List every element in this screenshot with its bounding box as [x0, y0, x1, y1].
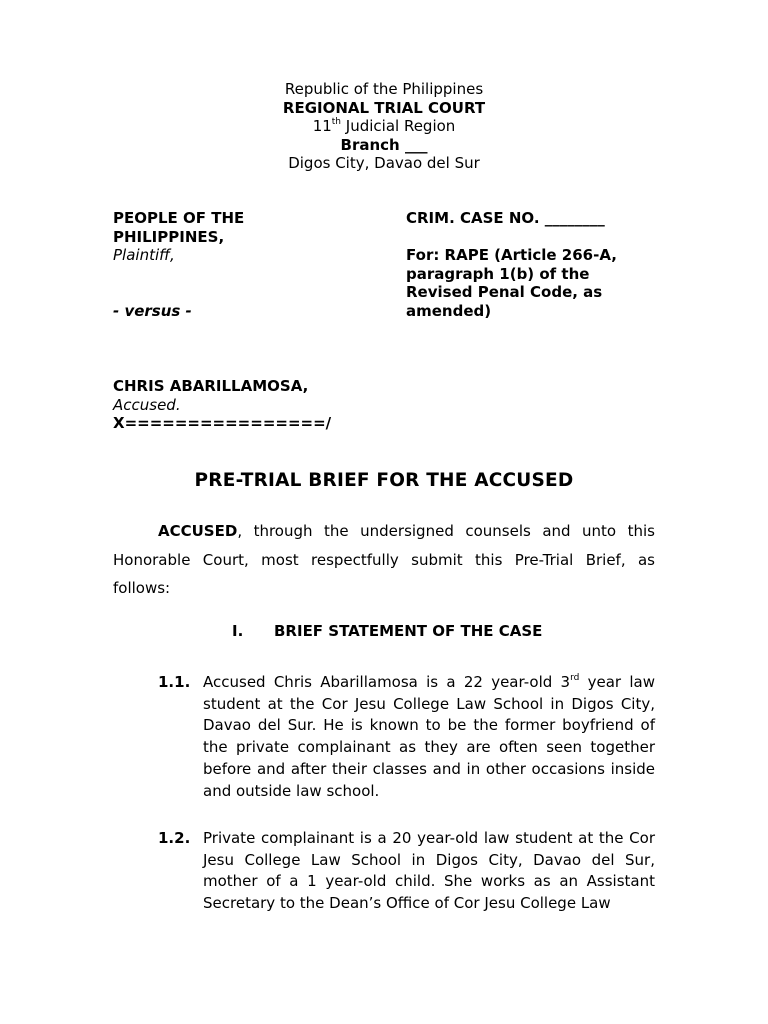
caption-separator: X================/: [113, 414, 332, 432]
branch-line: Branch ___: [340, 135, 428, 154]
plaintiff-name-2: PHILIPPINES,: [113, 227, 225, 246]
paragraph-1-2: [158, 828, 655, 915]
charge-line-4: amended): [406, 301, 492, 320]
city-line: Digos City, Davao del Sur: [288, 154, 480, 172]
section-numeral: I.: [232, 622, 244, 640]
paragraph-text: Private complainant is a 20 year-old law student at the Cor Jesu College Law School in Digos City, Davao del Sur, mother of a 1 year-old child. She works as an Assistant Secretary to the Dean’s Office of Cor Jesu College Law: [203, 829, 655, 913]
section-heading: [232, 622, 542, 640]
case-parties: [113, 209, 373, 320]
intro-paragraph: [113, 517, 655, 603]
paragraph-number: 1.2.: [158, 829, 191, 847]
judicial-region: 11th Judicial Region: [312, 117, 456, 135]
court-name: REGIONAL TRIAL COURT: [282, 98, 486, 117]
section-title: BRIEF STATEMENT OF THE CASE: [274, 622, 543, 640]
republic-line: Republic of the Philippines: [284, 80, 484, 98]
charge-line-2: paragraph 1(b) of the: [406, 264, 590, 283]
court-header: [0, 80, 768, 173]
accused-block: [113, 377, 331, 433]
accused-name: CHRIS ABARILLAMOSA,: [113, 377, 309, 395]
charge-line-1: For: RAPE (Article 266-A,: [406, 246, 617, 264]
plaintiff-role: Plaintiff,: [113, 246, 175, 264]
case-number: CRIM. CASE NO. ________: [406, 209, 605, 227]
document-title: PRE-TRIAL BRIEF FOR THE ACCUSED: [194, 470, 574, 491]
paragraph-text: Accused Chris Abarillamosa is a 22 year-old 3rd year law student at the Cor Jesu College Law School in Digos City, Davao del Sur. He is known to be the former boyfriend of the private complainant as they are often seen together before and after their classes and in other occasions inside and outside law school.: [203, 673, 655, 800]
intro-text: , through the undersigned counsels and unto this Honorable Court, most respectfully submit this Pre-Trial Brief, as follows:: [113, 522, 655, 597]
paragraph-1-1: [158, 672, 655, 802]
case-details: [406, 209, 666, 320]
versus-label: - versus -: [113, 301, 192, 320]
accused-role: Accused.: [113, 395, 181, 414]
intro-lead: ACCUSED: [158, 522, 238, 540]
paragraph-number: 1.1.: [158, 673, 191, 691]
plaintiff-name-1: PEOPLE OF THE: [113, 209, 245, 227]
charge-line-3: Revised Penal Code, as: [406, 283, 603, 301]
